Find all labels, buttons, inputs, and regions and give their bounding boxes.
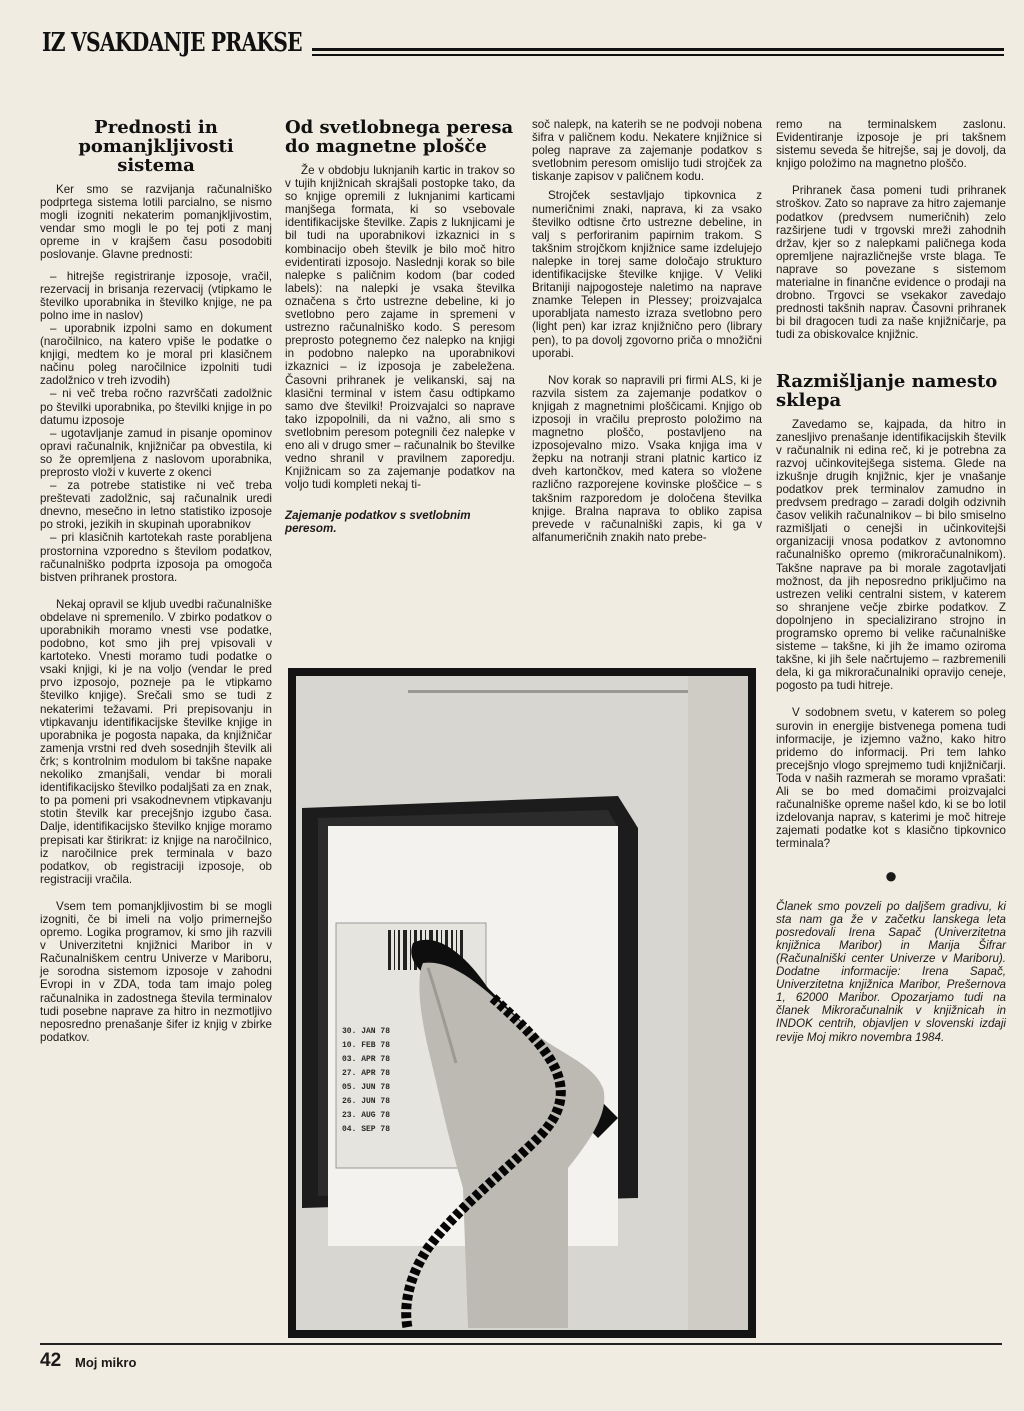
list-item: – ugotavljanje zamud in pisanje opominov opravi računalnik, knjižničar pa obvestila, ki so že opremljena z naslovom uporabnika, preprosto vloži v kuverte z okenci [40, 426, 272, 479]
paragraph: Strojček sestavljajo tipkovnica z numeričnimi znaki, naprava, ki za vsako številko odtisne črto ustrezne debeline, in valj s perforiranim papirnim trakom. S takšnim strojčkom knjižnice same izdelujejo nalepke in torej same določajo strukturo identifikacijske številke knjige. V Veliki Britaniji najpogosteje naletimo na naprave znamke Telepen in Plessey; proizvajalca uporabljata namesto izraza svetlobno pero (light pen) kar izraz knjižnično pero (library pen), to pa dovolj zgovorno priča o množični uporabi. [532, 189, 762, 360]
magazine-name: Moj mikro [75, 1355, 137, 1370]
paragraph: Nov korak so napravili pri firmi ALS, ki je razvila sistem za zajemanje podatkov o knjigah z magnetnimi ploščicami. Knjigo ob izposoji in vračilu preprosto položimo na magnetno ploščo, postavljeno na izposojevalno mizo. Vsaka knjiga ima v žepku na notranji strani platnic kartico iz dveh kartončkov, med katera so vložene različno razporejene kovinske ploščice – s takšnim razporedom je določena številka knjige. Bralna naprava to obliko zapisa prevede v računalniški zapis, ki ga v alfanumeričnih znakih nato prebe- [532, 373, 762, 544]
stamped-date: 23. AUG 78 [342, 1111, 391, 1120]
list-item: – za potrebe statistike ni več treba preštevati zadolžnic, saj računalnik uredi dnevno, mesečno in letno statistiko izposoje po stroki, jezikih in skupinah uporabnikov [40, 479, 272, 532]
list-item: – pri klasičnih kartotekah raste porabljena prostornina vzporedno s številom podatkov, računalniško podprta izposoja pa omogoča bistven prihranek prostora. [40, 531, 272, 584]
stamped-date: 10. FEB 78 [342, 1041, 391, 1050]
header-rule [312, 48, 1004, 51]
column-1 [40, 118, 272, 1050]
stamped-date: 27. APR 78 [342, 1069, 391, 1078]
section-header [42, 28, 1004, 62]
article-subheading: Razmišljanje namesto sklepa [776, 370, 998, 411]
separator-bullet: ● [884, 862, 898, 888]
paragraph: remo na terminalskem zaslonu. Evidentiranje izposoje je pri takšnem sistemu seveda še hitrejše, saj je dovolj, da knjigo položimo na magnetno ploščo. [776, 118, 1006, 171]
list-item: – ni več treba ročno razvrščati zadolžnic po številki uporabnika, po številki knjige in po datumu izposoje [40, 387, 272, 427]
paragraph: soč nalepk, na katerih se ne podvoji nobena šifra v paličnem kodu. Nekatere knjižnice si poleg naprave za zajemanje podatkov s svetlobnim peresom omislijo tudi strojček za tiskanje zapisov v paličnem kodu. [532, 118, 762, 184]
stamped-date: 26. JUN 78 [342, 1097, 391, 1106]
stamped-date: 05. JUN 78 [342, 1083, 391, 1092]
stamped-date: 04. SEP 78 [342, 1125, 391, 1134]
paragraph: Zavedamo se, kajpada, da hitro in zanesljivo prenašanje identifikacijskih številk v računalnik ni edina reč, ki je potrebna za razvoj učinkovitejšega sistema. Glede na izkušnje drugih knjižnic, kjer je vnašanje podatkov prek terminalov zamudno in predvsem predrago – zaradi dolgih odzivnih časov velikih računalnikov – bi bilo smiselno razmišljati o cenejši in učinkovitejši organizaciji vnosa podatkov z avtonomno računalniško opremo (mikroračunalnikom). Takšne naprave pa bi morale zagotavljati možnost, da jih neposredno priključimo na ustrezen veliki centralni sistem, v katerem so shranjene večje zbirke podatkov. Z dopolnjeno in specializirano strojno in programsko opremo bi velike računalniške sisteme – takšne, ki jih že imamo oziroma takšne, ki jih šele načrtujemo – razbremenili dela, ki ga mikroračunalniki opravijo ceneje, pogosto pa tudi hitreje. [776, 417, 1006, 693]
header-rule [312, 54, 1004, 56]
photo-caption: Zajemanje podatkov s svetlobnim peresom. [285, 509, 471, 536]
stamped-date: 03. APR 78 [342, 1055, 391, 1064]
column-3 [532, 118, 762, 550]
paragraph: Prihranek časa pomeni tudi prihranek stroškov. Zato so naprave za hitro zajemanje podatkov (predvsem numeričnih) zelo razširjene tudi v trgovski mreži zahodnih držav, kjer so z nalepkami paličnega koda opremljene najrazličnejše vrste blaga. Te naprave so povezane s sistemom materialne in finančne evidence o prodaji na drobno. Trgovci se vsekakor zavedajo prednosti takšnih naprav. Časovni prihranek bi bil dragocen tudi za naše knjižničarje, pa tudi za obiskovalce knjižnic. [776, 184, 1006, 342]
paragraph: Vsem tem pomanjkljivostim bi se mogli izogniti, če bi imeli na voljo primernejšo opremo. Logika programov, ki smo jih razvili v Univerzitetni knjižnici Maribor in v Računalniškem centru Univerze v Mariboru, je sorodna sistemom izposoje v zahodni Evropi in v ZDA, toda tam imajo poleg računalnika in zadostnega števila terminalov tudi posebne naprave za hitro in nezmotljivo neposredno prenašanje šifer iz knjig v zbirke podatkov. [40, 899, 272, 1044]
column-4 [776, 118, 1006, 1055]
light-pen-photo [288, 668, 756, 1338]
advantages-list [40, 270, 272, 584]
page-number: 42 [40, 1350, 62, 1371]
photo-illustration [288, 668, 756, 1338]
section-title: IZ VSAKDANJE PRAKSE [42, 28, 302, 58]
list-item: – hitrejše registriranje izposoje, vračil, rezervacij in brisanja rezervacij (vtipkamo le številko uporabnika in številko knjige, ne pa polno ime in naslov) [40, 269, 272, 322]
paragraph: V sodobnem svetu, v katerem so poleg surovin in energije bistvenega pomena tudi informacije, je izjemno važno, kako hitro pridemo do informacij. Pri tem lahko precejšnjo vlogo sprejmemo tudi knjižničarji. Toda v naših razmerah se moramo vprašati: Ali se bo med domačimi proizvajalci računalniške opreme našel kdo, ki se bo lotil izdelovanja naprav, s katerimi je moč hitreje zajemati podatke kot s klasično tipkovnico terminala? [776, 706, 1006, 851]
article-note: Članek smo povzeli po daljšem gradivu, ki sta nam ga že v začetku lanskega leta posredovali Irena Sapač (Univerzitetna knjižnica Maribor) in Marija Šifrar (Računalniški center Univerze v Mariboru). Dodatne informacije: Irena Sapač, Univerzitetna knjižnica Maribor, Prešernova 1, 62000 Maribor. Opozarjamo tudi na članek Mikroračunalnik v knjižnicah in INDOK centrih, objavljen v slovenski izdaji revije Moj mikro novembra 1984. [776, 899, 1006, 1044]
list-item: – uporabnik izpolni samo en dokument (naročilnico, na katero vpiše le podatke o knjigi, medtem ko je moral pri klasičnem načinu poleg naročilnice izpolniti tudi zadolžnico v treh izvodih) [40, 321, 272, 388]
article-subheading: Prednosti in pomanjkljivosti sistema [78, 117, 234, 176]
paragraph: Nekaj opravil se kljub uvedbi računalniške obdelave ni spremenilo. V zbirko podatkov o uporabnikih moramo vnesti vse podatke, podobno, kot smo jih prej vpisovali v kartoteko. Vnesti moramo tudi podatke o vsaki knjigi, ki je na voljo (vendar le pred prvo izposojo, pozneje pa le vtipkamo številko knjige). Srečali smo se tudi z nekaterimi težavami. Pri prepisovanju in vtipkavanju identifikacijske številke knjige in uporabnika je pogosta napaka, da knjižničar zamenja vrstni red dveh sosednjih številk ali črk; s kontrolnim modulom bi takšne napake nekoliko zmanjšali, vendar bi morali identifikacijsko številko podaljšati za en znak, to pa pomeni pri vsakodnevnem vtipkavanju stotin številk kar precejšnjo izgubo časa. Dalje, identifikacijsko številko knjige moramo prepisati kar štirikrat: iz knjige na naročilnico, iz naročilnice prek terminala v bazo podatkov, ob registraciji izposoje, ob registraciji vračila. [40, 597, 272, 886]
stamped-date: 30. JAN 78 [342, 1027, 391, 1036]
paragraph: Že v obdobju luknjanih kartic in trakov so v tujih knjižnicah skrajšali postopke tako, da so knjige opremili z luknjanimi karticami manjšega formata, ki so vsebovale identifikacijske številke. Zapis z luknjicami je bil tudi na uporabnikovi izkaznici in s kombinacijo obeh številk je bilo moč hitro evidentirati izposojo. Naslednji korak so bile nalepke s paličnim kodom (bar coded labels): na nalepki je vsaka številka označena s črto ustrezne debeline, ki jo svetlobno pero zajame in spremeni v ustrezno računalniško kodo. S peresom preprosto potegnemo čez nalepko na knjigi in podobno nalepko na uporabnikovi izkaznici – iz izposoja je zabeležena. Časovni prihranek je velikanski, saj na klasični terminal v istem času odtipkamo samo dve številki! Proizvajalci so naprave tako izpopolnili, da ni važno, ali smo s svetlobnim peresom potegnili čez nalepke v eno ali v drugo smer – računalnik bo številke vedno shranil v pravilnem zaporedju. Knjižnicam so za zajemanje podatkov na voljo tudi kompleti nekaj ti- [285, 164, 515, 492]
article-subheading: Od svetlobnega peresa do magnetne plošče [285, 117, 514, 157]
column-2 [285, 118, 515, 535]
paragraph: Ker smo se razvijanja računalniško podprtega sistema lotili parcialno, se nismo mogli izogniti nekaterim pomanjkljivostim, vendar smo mogli le po tej poti z manj opreme in v krajšem času posodobiti poslovanje. Glavne prednosti: [40, 183, 272, 262]
footer-rule [40, 1343, 1002, 1345]
